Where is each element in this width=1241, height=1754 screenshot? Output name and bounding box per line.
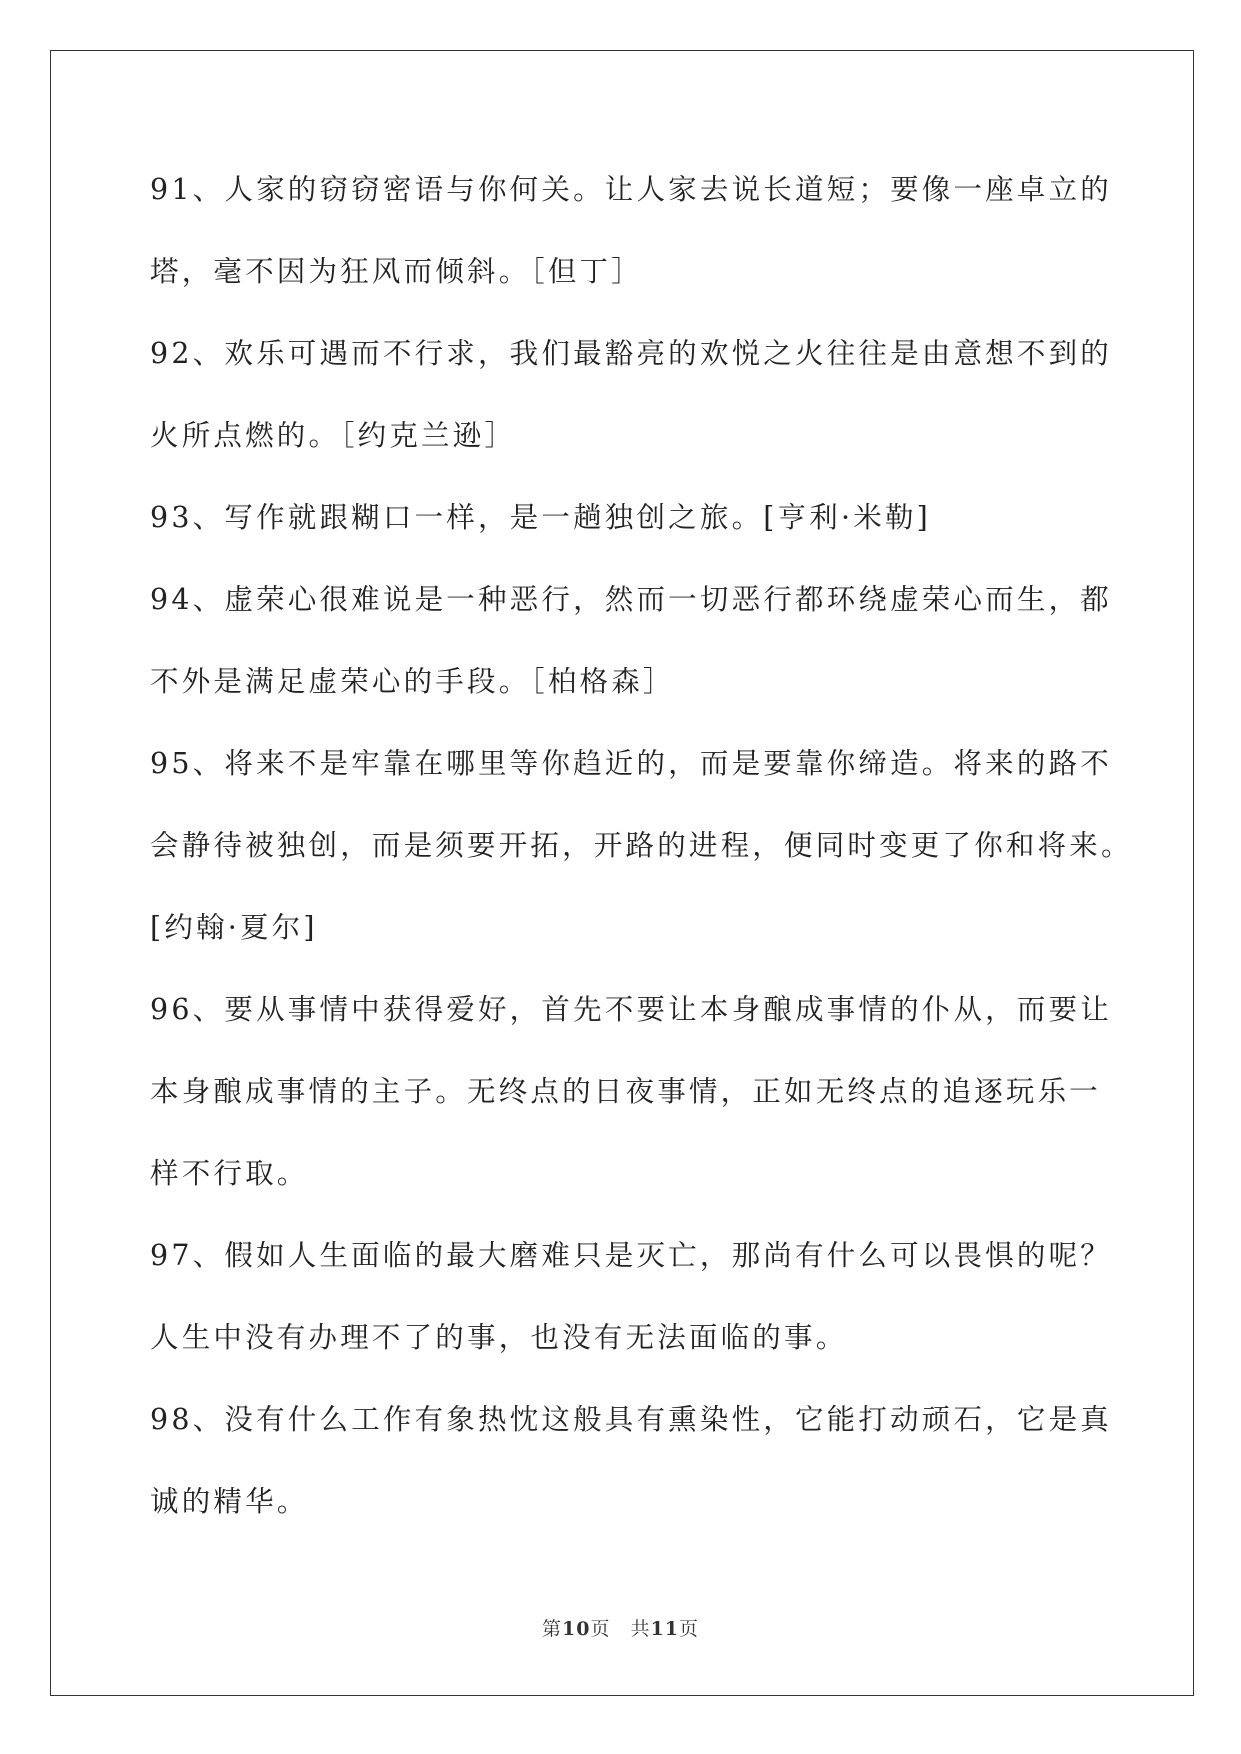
text-line-92a: 92、欢乐可遇而不行求，我们最豁亮的欢悦之火往往是由意想不到的 [150, 337, 1112, 370]
document-body [150, 160, 1133, 1554]
text-line-98b: 诚的精华。 [150, 1485, 309, 1518]
text-line-95a: 95、将来不是牢靠在哪里等你趋近的，而是要靠你缔造。将来的路不 [150, 747, 1112, 780]
text-line-97b: 人生中没有办理不了的事，也没有无法面临的事。 [150, 1321, 848, 1354]
text-line-96a: 96、要从事情中获得爱好，首先不要让本身酿成事情的仆从，而要让 [150, 993, 1112, 1026]
text-line-94a: 94、虚荣心很难说是一种恶行，然而一切恶行都环绕虚荣心而生，都 [150, 583, 1112, 616]
text-line-97a: 97、假如人生面临的最大磨难只是灭亡，那尚有什么可以畏惧的呢？ [150, 1239, 1112, 1272]
total-prefix: 共 [630, 1618, 651, 1640]
text-line-93: 93、写作就跟糊口一样，是一趟独创之旅。[亨利·米勒] [150, 501, 931, 534]
text-line-94b: 不外是满足虚荣心的手段。［柏格森］ [150, 665, 675, 698]
page-prefix: 第 [542, 1618, 563, 1640]
text-line-98a: 98、没有什么工作有象热忱这般具有熏染性，它能打动顽石，它是真 [150, 1403, 1112, 1436]
text-line-91a: 91、人家的窃窃密语与你何关。让人家去说长道短；要像一座卓立的 [150, 173, 1112, 206]
page-footer [0, 1614, 1241, 1641]
text-line-96c: 样不行取。 [150, 1157, 309, 1190]
current-page-number: 10 [562, 1618, 591, 1640]
text-line-91b: 塔，毫不因为狂风而倾斜。［但丁］ [150, 255, 643, 288]
total-suffix: 页 [678, 1618, 699, 1640]
page-suffix: 页 [590, 1618, 611, 1640]
text-line-92b: 火所点燃的。［约克兰逊］ [150, 419, 517, 452]
text-line-95c: [约翰·夏尔] [150, 911, 318, 944]
text-line-96b: 本身酿成事情的主子。无终点的日夜事情，正如无终点的追逐玩乐一 [150, 1075, 1102, 1108]
text-line-95b: 会静待被独创，而是须要开拓，开路的进程，便同时变更了你和将来。 [150, 829, 1133, 862]
total-page-number: 11 [650, 1618, 679, 1640]
